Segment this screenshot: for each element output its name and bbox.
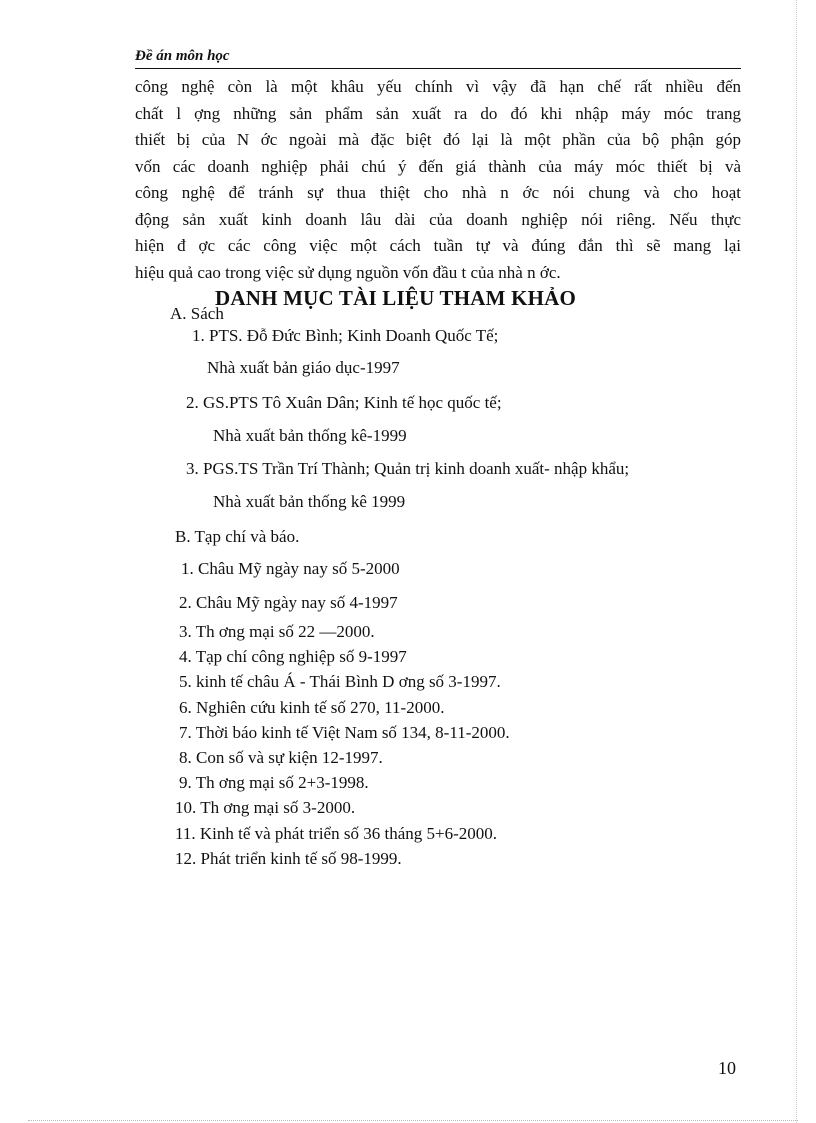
bottom-dotted-rule — [28, 1120, 798, 1121]
book-publisher: Nhà xuất bản giáo dục-1997 — [207, 358, 400, 377]
paragraph-line: chất l ợng những sản phẩm sản xuất ra do đó khi nhập máy móc trang — [135, 103, 741, 123]
journal-entry: 9. Th ơng mại số 2+3-1998. — [179, 773, 369, 792]
paragraph-line: hiện đ ợc các công việc một cách tuần tự và đúng đắn thì sẽ mang lại — [135, 236, 741, 255]
body-paragraph — [135, 74, 741, 286]
page-number: 10 — [718, 1058, 736, 1078]
journal-entry: 6. Nghiên cứu kinh tế số 270, 11-2000. — [179, 698, 445, 717]
book-entry: 3. PGS.TS Trần Trí Thành; Quản trị kinh doanh xuất- nhập khẩu; — [186, 459, 630, 478]
book-publisher: Nhà xuất bản thống kê 1999 — [213, 492, 406, 511]
section-b-heading: B. Tạp chí và báo. — [175, 527, 300, 546]
section-a-heading: A. Sách — [170, 304, 224, 323]
journal-entry: 4. Tạp chí công nghiệp số 9-1997 — [179, 647, 407, 666]
right-dotted-rule — [796, 0, 797, 1123]
journal-entry: 7. Thời báo kinh tế Việt Nam số 134, 8-11-2000. — [179, 723, 510, 742]
journal-entry: 1. Châu Mỹ ngày nay số 5-2000 — [181, 559, 400, 578]
paragraph-line: công nghệ còn là một khâu yếu chính vì vậy đã hạn chế rất nhiều đến — [135, 77, 741, 96]
paragraph-line: công nghệ để tránh sự thua thiệt cho nhà n ớc nói chung và cho hoạt — [135, 183, 741, 202]
journal-entry: 12. Phát triển kinh tế số 98-1999. — [175, 849, 402, 868]
paragraph-line: thiết bị của N ớc ngoài mà đặc biệt đó lại là một phần của bộ phận góp — [135, 130, 741, 149]
header-title: Đề án môn học — [135, 48, 230, 64]
paragraph-line: động sản xuất kinh doanh lâu dài của doanh nghiệp nói riêng. Nếu thực — [135, 209, 741, 229]
page-header — [135, 46, 741, 69]
journal-entry: 8. Con số và sự kiện 12-1997. — [179, 748, 383, 767]
journal-entry: 5. kinh tế châu Á - Thái Bình D ơng số 3-1997. — [179, 672, 501, 691]
references-title: DANH MỤC TÀI LIỆU THAM KHẢO — [215, 286, 577, 310]
journal-entry: 2. Châu Mỹ ngày nay số 4-1997 — [179, 593, 398, 612]
journal-entry: 10. Th ơng mại số 3-2000. — [175, 798, 356, 817]
journal-entry: 11. Kinh tế và phát triển số 36 tháng 5+6-2000. — [175, 824, 497, 843]
book-entry: 2. GS.PTS Tô Xuân Dân; Kinh tế học quốc tế; — [186, 393, 502, 412]
paragraph-line: hiệu quả cao trong việc sử dụng nguồn vốn đầu t của nhà n ớc. — [135, 262, 561, 282]
paragraph-line: vốn các doanh nghiệp phải chú ý đến giá thành của máy móc thiết bị và — [135, 156, 741, 176]
book-publisher: Nhà xuất bản thống kê-1999 — [213, 426, 407, 445]
book-entry: 1. PTS. Đỗ Đức Bình; Kinh Doanh Quốc Tế; — [192, 326, 499, 345]
journal-entry: 3. Th ơng mại số 22 —2000. — [179, 622, 375, 641]
